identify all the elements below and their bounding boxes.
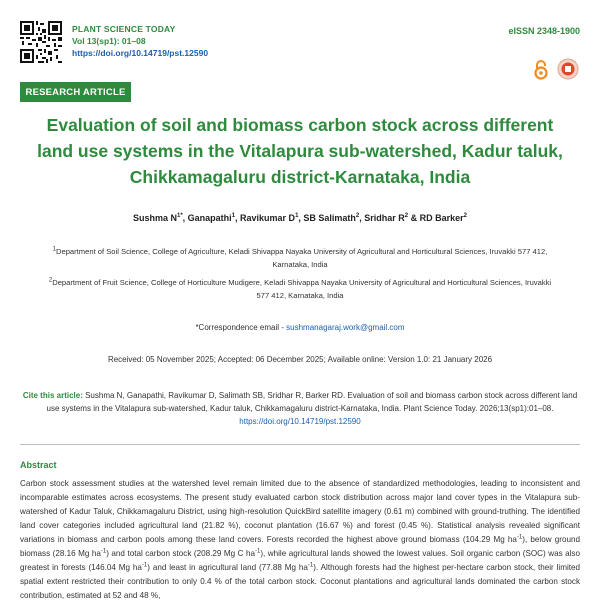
journal-name: PLANT SCIENCE TODAY [72, 24, 176, 34]
article-dates: Received: 05 November 2025; Accepted: 06 December 2025; Available online: Version 1.0: 21 January 2026 [107, 355, 493, 364]
abstract-text: Carbon stock assessment studies at the watershed level remain limited due to the absence of standardized methodologies, leading to inconsistent and incomparable estimates across ecosystems. The present study evaluated carbon stock distribution across major land cover types in the Vitalapura sub-watershed of Kadur Taluk, Chikkamagaluru District, using high-resolution QuickBird satellite imagery (0.61 m) combined with ground-truthing. The identified land cover categories included agricultural land (21.82 %), coconut plantation (16.67 %) and forest (0.45 %). Statistical analysis revealed significant variations in biomass and carbon pools among these land covers. Forests recorded the highest above ground biomass (104.29 Mg ha [20, 479, 580, 544]
citation-doi-link[interactable]: https://doi.org/10.14719/pst.12590 [239, 417, 361, 426]
author-sup: 2 [463, 213, 467, 219]
divider [20, 444, 580, 445]
title-line: land use systems in the Vitalapura sub-watershed, Kadur taluk, [37, 141, 563, 161]
author: & RD Barker [408, 213, 464, 223]
author-sup: 2 [355, 213, 360, 219]
abstract-text: ), while agricultural lands showed the lowest values. Soil organic carbon (SOC) was also greatest in forests (146.04 Mg ha [20, 549, 580, 572]
affiliation-sup: 1 [52, 246, 56, 253]
author-sup: 2 [404, 213, 409, 219]
affiliation-text: Department of Soil Science, College of Agriculture, Keladi Shivappa Nayaka University of Agricultural and Horticultural Sciences, Iruvakki 577 412, [56, 247, 548, 256]
open-access-icon [534, 60, 548, 80]
title-line: Chikkamagaluru district-Karnataka, India [129, 167, 471, 187]
unit-sup: -1 [254, 548, 261, 555]
affiliation-text: 577 412, Karnataka, India [256, 291, 344, 300]
eissn: eISSN 2348-1900 [508, 26, 580, 36]
author-sup: 1 [231, 213, 236, 219]
abstract-text: ) and total carbon stock (208.29 Mg C ha [106, 549, 255, 558]
unit-sup: -1 [516, 534, 523, 541]
abstract-text: ) and least in agricultural land (77.88 Mg ha [147, 563, 308, 572]
correspondence-label: *Correspondence email - [195, 323, 287, 332]
citation-text: Sushma N, Ganapathi, Ravikumar D, Salimath SB, Sridhar R, Barker RD. Evaluation of soil and biomass carbon stock across different land use systems in the Vitalapura sub-watershed, Kadur taluk, Chikkamagaluru district-Karnataka, India. Plant Science Today. 2026;13(sp1):01–08. [46, 391, 578, 413]
journal-volume: Vol 13(sp1): 01–08 [72, 36, 146, 46]
affiliation-1 [30, 245, 570, 271]
abstract-text: ), below ground biomass (28.16 Mg ha [20, 535, 580, 558]
affiliation-text: Department of Fruit Science, College of Horticulture Mudigere, Keladi Shivappa Nayaka University of Agricultural and Horticultural Sciences, Iruvakki [52, 278, 552, 287]
correspondence-email-link[interactable]: sushmanagaraj.work@gmail.com [286, 323, 405, 332]
citation [20, 389, 580, 428]
article-type-badge: RESEARCH ARTICLE [20, 82, 131, 102]
affiliation-text: Karnataka, India [272, 260, 328, 269]
abstract-body [20, 477, 580, 600]
affiliation-sup: 2 [48, 277, 53, 284]
abstract-text: ). Although forests had the highest per-hectare carbon stock, their limited spatial extent restricted their contribution to only 0.4 % of the total carbon stock. Coconut plantations and agricultural lands dominated the carbon stock contribution, estimated at 52 and 48 %, [20, 563, 580, 600]
unit-sup: -1 [307, 562, 314, 569]
author: , Sridhar R [359, 213, 405, 223]
citation-label: Cite this article: [22, 391, 83, 400]
author-sup: 1* [177, 213, 183, 219]
qr-code-icon [20, 21, 62, 63]
journal-doi-link[interactable]: https://doi.org/10.14719/pst.12590 [72, 48, 209, 58]
author-list [20, 213, 580, 223]
affiliation-2 [30, 276, 570, 302]
author: Sushma N [132, 213, 177, 223]
author: , Ganapathi [182, 213, 232, 223]
creative-commons-icon [557, 57, 579, 81]
article-title [20, 112, 580, 190]
title-line: Evaluation of soil and biomass carbon stock across different [46, 115, 554, 135]
author: , SB Salimath [298, 213, 356, 223]
correspondence [20, 323, 580, 332]
unit-sup: -1 [141, 562, 148, 569]
unit-sup: -1 [100, 548, 107, 555]
journal-info [72, 23, 208, 59]
author: , Ravikumar D [235, 213, 296, 223]
abstract-heading: Abstract [20, 460, 57, 470]
author-sup: 1 [295, 213, 299, 219]
